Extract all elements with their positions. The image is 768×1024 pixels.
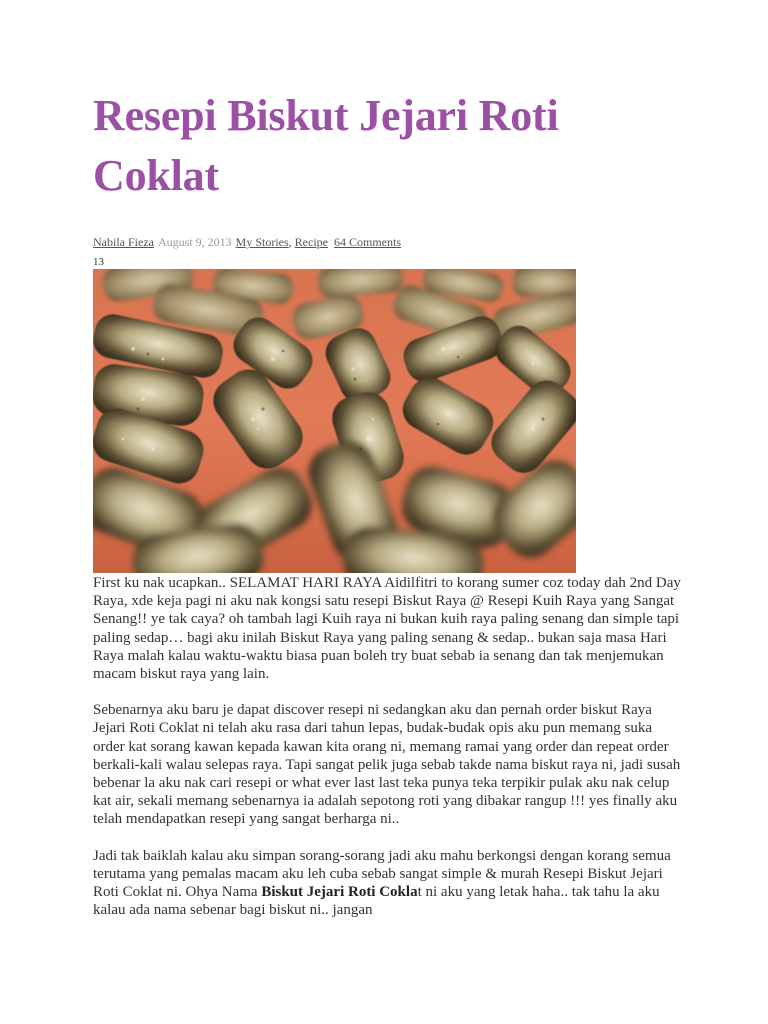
paragraph-3-bold-name: Biskut Jejari Roti Cokla <box>261 884 418 901</box>
category-separator: , <box>288 235 295 249</box>
paragraph-1: First ku nak ucapkan.. SELAMAT HARI RAYA Aidilfitri to korang sumer coz today dah 2nd Day Raya, xde keja pagi ni aku nak kongsi satu resepi Biskut Raya @ Resepi Kuih Raya yang Sangat Senang!! ye tak caya? oh tambah lagi Kuih raya ni bukan kuih raya paling senang dan simple tapi paling sedap… bagi aku inilah Biskut Raya yang paling senang & sedap.. bukan saja masa Hari Raya malah kalau waktu-waktu biasa puan boleh try buat sebab ia senang dan tak menjemukan macam biskut raya yang lain. <box>93 575 681 683</box>
post-title: Resepi Biskut Jejari Roti Coklat <box>93 91 559 200</box>
paragraph-3-text-after: t ni aku yang letak haha.. tak tahu la aku kalau ada nama sebenar bagi biskut ni.. jangan <box>93 884 660 919</box>
post-article <box>93 86 683 937</box>
share-count: 13 <box>93 256 104 268</box>
author-link[interactable]: Nabila Fieza <box>93 235 154 249</box>
paragraph-2: Sebenarnya aku baru je dapat discover resepi ni sedangkan aku dan pernah order biskut Raya Jejari Roti Coklat ni telah aku rasa dari tahun lepas, budak-budak opis aku pun memang suka order kat sorang kawan kepada kawan kita orang ni, memang ramai yang order dan repeat order berkali-kali walau selepas raya. Tapi sangat pelik juga sebab takde nama biskut raya ni, jadi susah bebenar la aku nak cari resepi or what ever last last teka punya teka terpikir pulak aku nak celup kat air, sekali memang sebenarnya ia adalah sepotong roti yang dibakar rangup !!! yes finally aku telah mendapatkan resepi yang sangat berharga ni.. <box>93 702 681 828</box>
post-content <box>93 574 683 919</box>
photo-chocolate-bread-biscuits <box>93 269 576 573</box>
category-link-my-stories[interactable]: My Stories <box>235 235 289 249</box>
paragraph-3-text-before: Jadi tak baiklah kalau aku simpan sorang-sorang jadi aku mahu berkongsi dengan korang semua terutama yang pemalas macam aku leh cuba sebab sangat simple & murah Resepi Biskut Jejari Roti Coklat ni. Ohya Nama <box>93 847 671 901</box>
category-link-recipe[interactable]: Recipe <box>294 235 328 249</box>
paragraph-3 <box>93 847 683 920</box>
post-meta <box>93 234 683 250</box>
post-date: August 9, 2013 <box>157 235 232 249</box>
comments-link[interactable]: 64 Comments <box>334 235 402 249</box>
